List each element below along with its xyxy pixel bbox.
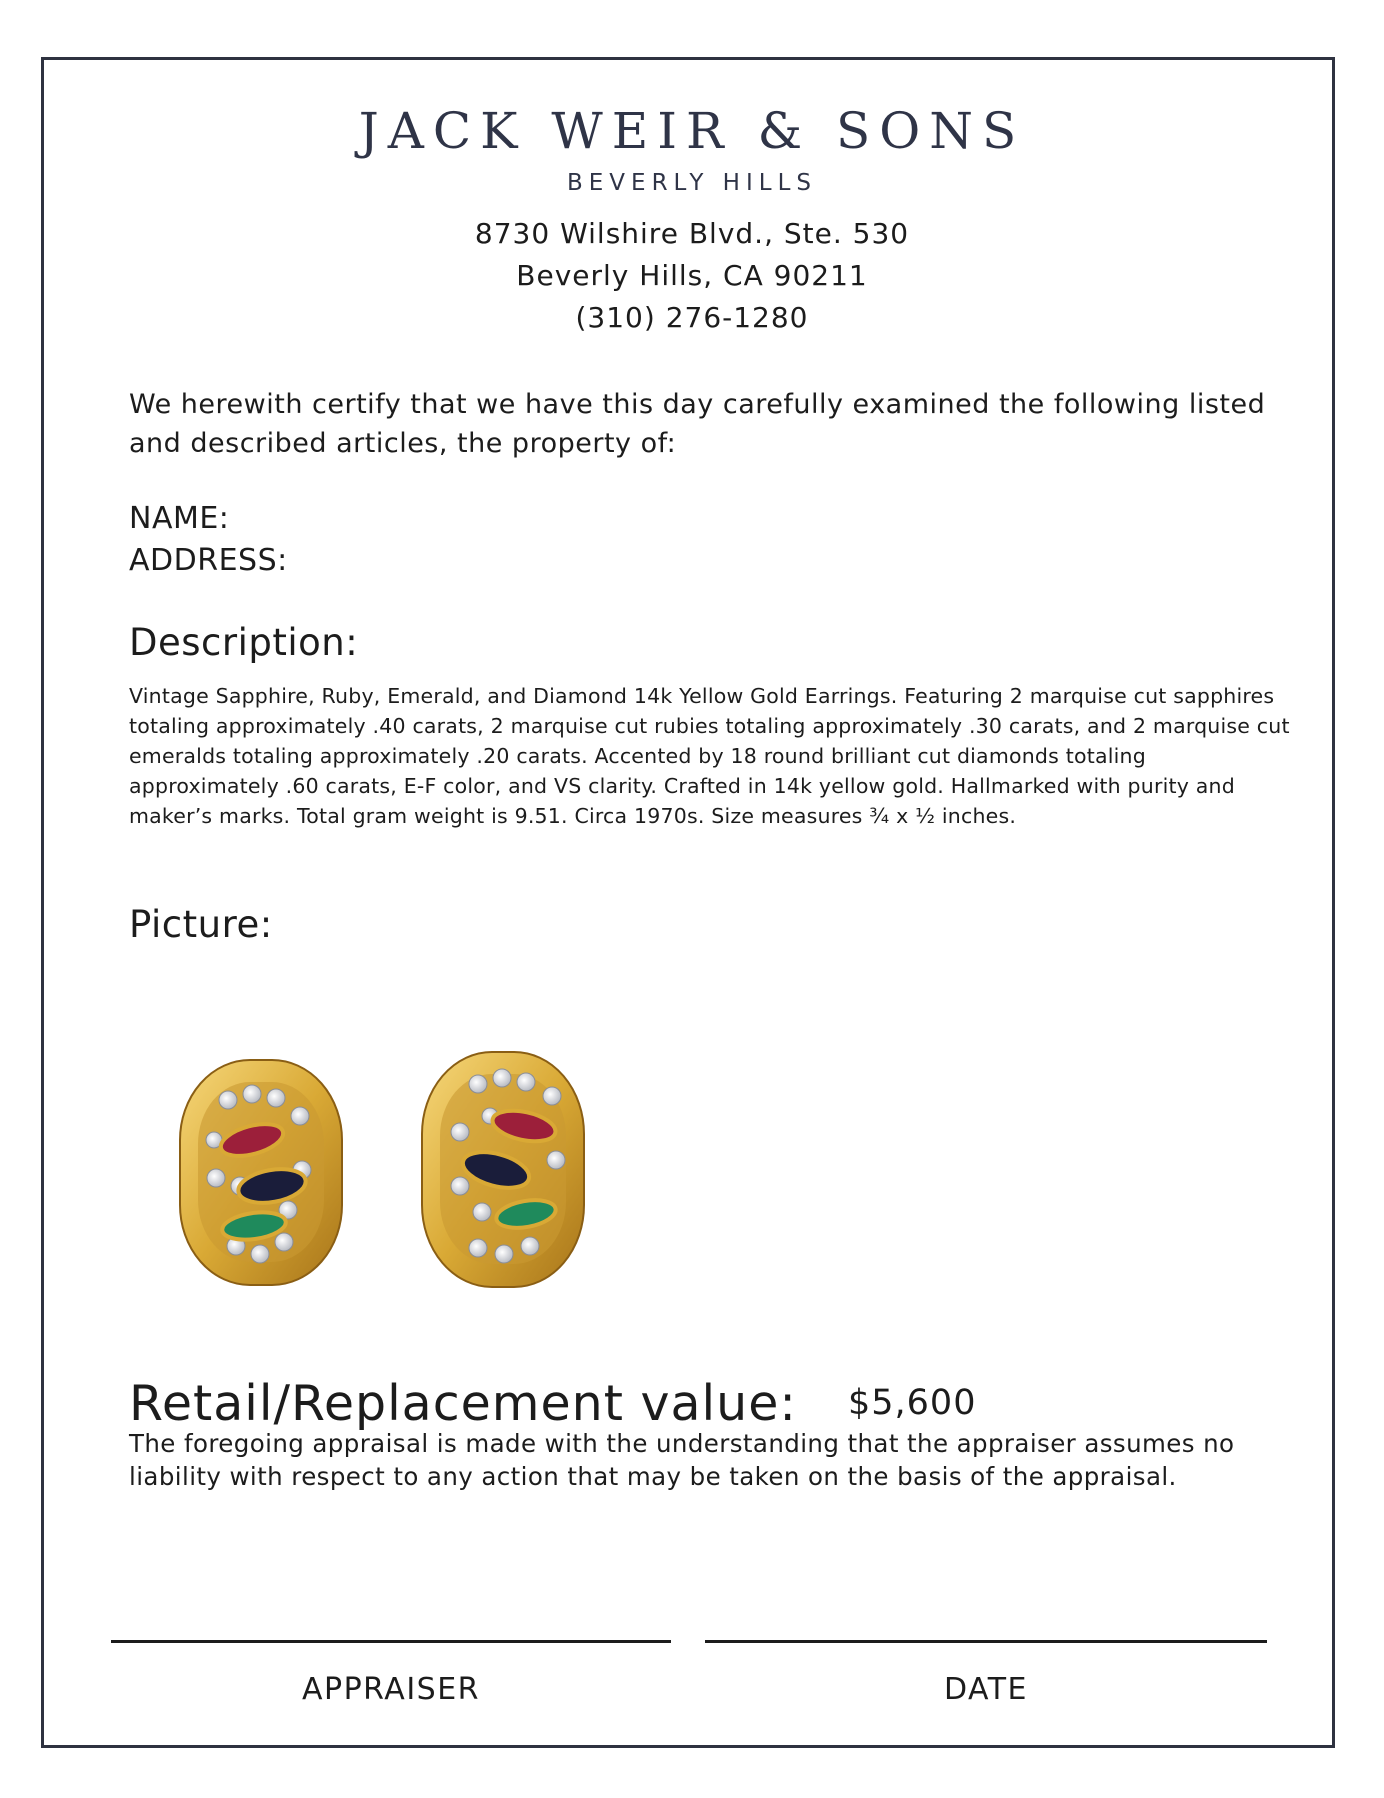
address-line-1: 8730 Wilshire Blvd., Ste. 530 xyxy=(474,217,910,250)
company-logo: JACK WEIR & SONS xyxy=(358,102,1026,160)
left-earring xyxy=(180,1060,342,1285)
earrings-photo xyxy=(160,1020,610,1320)
appraiser-signature-line[interactable] xyxy=(111,1640,671,1643)
date-label: DATE xyxy=(943,1672,1029,1707)
picture-heading: Picture: xyxy=(129,903,273,946)
company-city: BEVERLY HILLS xyxy=(567,170,817,196)
value-label: Retail/Replacement value: xyxy=(129,1375,797,1432)
date-signature-line[interactable] xyxy=(705,1640,1267,1643)
disclaimer-text: The foregoing appraisal is made with the understanding that the appraiser assumes no liability with respect to any action that may be taken on the basis of the appraisal. xyxy=(129,1429,1235,1491)
name-label: NAME: xyxy=(129,501,230,536)
phone-number: (310) 276-1280 xyxy=(575,301,809,334)
description-text: Vintage Sapphire, Ruby, Emerald, and Diamond 14k Yellow Gold Earrings. Featuring 2 marquise cut sapphires totaling approximately .40 carats, 2 marquise cut rubies totaling approximately .30 carats, and 2 marquise cut emeralds totaling approximately .20 carats. Accented by 18 round brilliant cut diamonds totaling approximately .60 carats, E-F color, and VS clarity. Crafted in 14k yellow gold. Hallmarked with purity and maker’s marks. Total gram weight is 9.51. Circa 1970s. Size measures ¾ x ½ inches. xyxy=(129,684,1290,828)
address-line-2: Beverly Hills, CA 90211 xyxy=(516,259,868,292)
certification-statement: We herewith certify that we have this day carefully examined the following listed and described articles, the property of: xyxy=(129,389,1266,459)
right-earring xyxy=(422,1052,584,1287)
address-label: ADDRESS: xyxy=(129,543,288,578)
value-amount: $5,600 xyxy=(848,1383,977,1423)
appraiser-label: APPRAISER xyxy=(301,1672,481,1707)
description-heading: Description: xyxy=(129,621,359,664)
